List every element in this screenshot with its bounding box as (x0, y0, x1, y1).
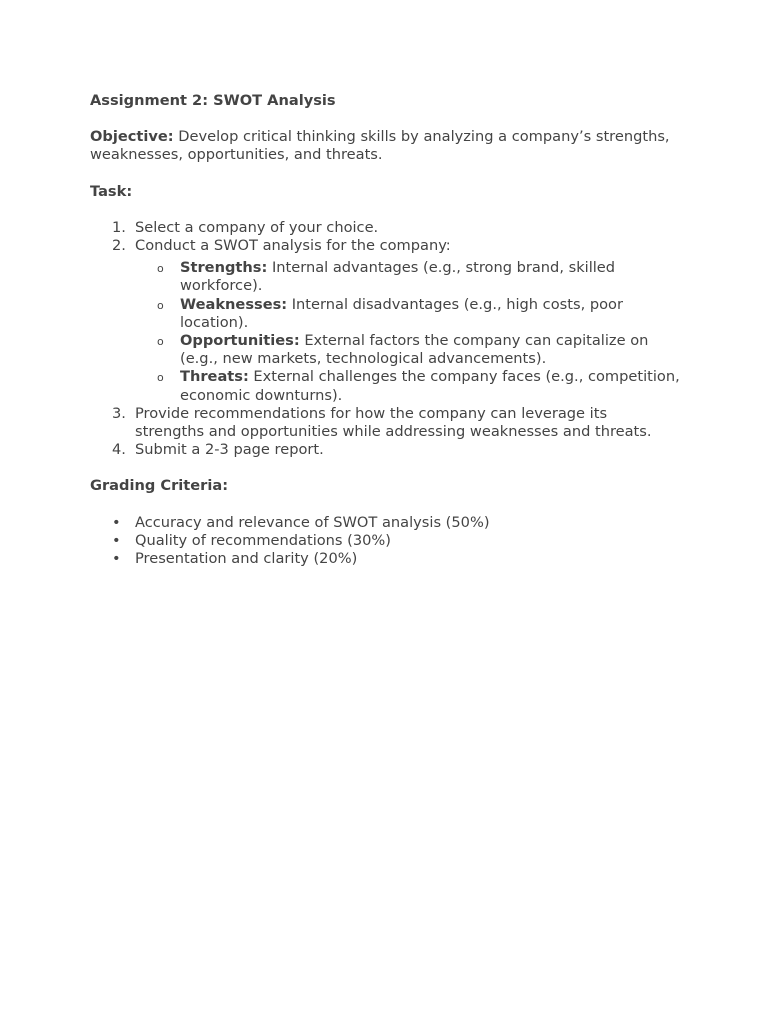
task-number: 4. (112, 441, 126, 459)
swot-text: Internal disadvantages (e.g., high costs, poor location). (180, 295, 623, 331)
grading-heading: Grading Criteria: (90, 477, 229, 495)
task-text: Conduct a SWOT analysis for the company: (135, 237, 451, 255)
objective-label: Objective: (90, 128, 174, 146)
swot-text: External challenges the company faces (e.g., competition, economic downturns). (180, 368, 680, 404)
task-text: Provide recommendations for how the company can leverage its strengths and opportunities while addressing weaknesses and threats. (135, 404, 652, 441)
task-item (90, 441, 680, 459)
swot-label: Threats: (180, 368, 249, 386)
criteria-text: Quality of recommendations (30%) (135, 531, 391, 549)
task-number: 2. (112, 237, 126, 255)
hollow-bullet-icon: o (157, 335, 164, 349)
task-item (90, 219, 680, 237)
task-number: 1. (112, 218, 126, 236)
criteria-text: Accuracy and relevance of SWOT analysis (50%) (135, 513, 490, 531)
swot-item-strengths (135, 259, 680, 295)
task-item (90, 405, 680, 441)
document-page (90, 92, 680, 568)
swot-label: Weaknesses: (180, 295, 288, 313)
task-heading: Task: (90, 182, 133, 200)
swot-item-opportunities (135, 332, 680, 368)
swot-label: Opportunities: (180, 332, 300, 350)
criteria-item (90, 532, 680, 550)
criteria-text: Presentation and clarity (20%) (135, 550, 358, 568)
bullet-icon: • (112, 513, 121, 531)
hollow-bullet-icon: o (157, 262, 164, 276)
swot-item-weaknesses (135, 296, 680, 332)
assignment-title: Assignment 2: SWOT Analysis (90, 92, 336, 109)
bullet-icon: • (112, 531, 121, 549)
hollow-bullet-icon: o (157, 298, 164, 312)
task-number: 3. (112, 404, 126, 422)
task-text: Select a company of your choice. (135, 218, 379, 236)
swot-text: External factors the company can capitalize on (e.g., new markets, technological advancements). (180, 332, 649, 368)
swot-sublist (135, 259, 680, 405)
swot-label: Strengths: (180, 259, 268, 277)
criteria-item (90, 550, 680, 568)
swot-text: Internal advantages (e.g., strong brand, skilled workforce). (180, 259, 616, 295)
bullet-icon: • (112, 550, 121, 568)
task-item (90, 237, 680, 405)
objective-paragraph (90, 128, 680, 164)
swot-item-threats (135, 368, 680, 404)
grading-criteria-list (90, 514, 680, 569)
hollow-bullet-icon: o (157, 371, 164, 385)
task-list (90, 219, 680, 460)
task-text: Submit a 2-3 page report. (135, 441, 324, 459)
objective-text: Develop critical thinking skills by analyzing a company’s strengths, weaknesses, opportunities, and threats. (90, 128, 670, 164)
criteria-item (90, 514, 680, 532)
